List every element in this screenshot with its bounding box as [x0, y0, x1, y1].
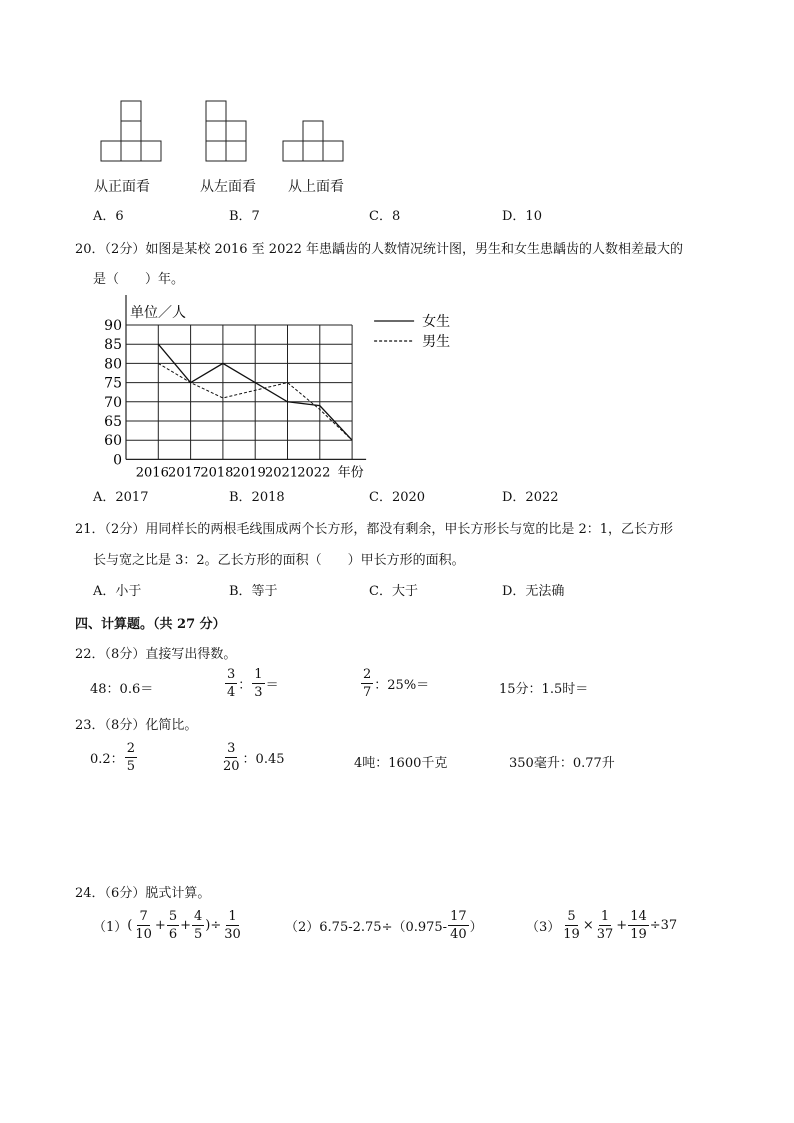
q24-p2-label: （2） — [285, 920, 320, 935]
denominator: 3 — [254, 685, 263, 700]
fraction — [361, 668, 373, 699]
close-paren-divide: )÷ — [205, 918, 222, 933]
denominator: 19 — [630, 927, 647, 942]
q21-stem-line2: 长与宽之比是 3：2。乙长方形的面积（ ）甲长方形的面积。 — [93, 553, 465, 568]
q24-problem-2 — [285, 910, 483, 941]
legend-label: 女生 — [422, 314, 451, 330]
q22-item-3-tail: ：25%＝ — [374, 678, 430, 693]
y-tick-label: 90 — [104, 318, 122, 334]
denominator: 5 — [194, 927, 203, 942]
q23-item-2-tail: ：0.45 — [242, 752, 285, 767]
x-tick-label: 2018 — [200, 465, 234, 481]
q22-title: 22．（8分）直接写出得数。 — [75, 647, 237, 662]
numerator: 2 — [363, 667, 372, 682]
q21-option-c[interactable]: C．大于 — [369, 584, 418, 599]
q24-p1-label: （1） — [93, 920, 128, 935]
numerator: 1 — [254, 667, 263, 682]
q19-option-b[interactable]: B．7 — [229, 209, 260, 224]
q20-option-c[interactable]: C．2020 — [369, 490, 426, 505]
denominator: 20 — [223, 759, 240, 774]
q24-problem-1 — [93, 910, 244, 941]
y-tick-label: 60 — [104, 433, 122, 450]
equals-sign: ＝ — [265, 678, 279, 693]
y-tick-label: 85 — [104, 337, 122, 354]
numerator: 7 — [139, 909, 148, 924]
q24-p2-tail: ） — [469, 920, 483, 935]
front-view-cell — [101, 141, 121, 161]
denominator: 37 — [596, 927, 614, 942]
view-label-top: 从上面看 — [288, 179, 344, 195]
q24-problem-3 — [526, 910, 677, 941]
front-view-cell — [121, 121, 141, 141]
q23-item-3 — [354, 752, 447, 771]
numerator: 3 — [227, 741, 236, 756]
fraction — [125, 742, 137, 773]
denominator: 5 — [126, 759, 135, 774]
denominator: 40 — [450, 927, 467, 942]
q23-item-1 — [90, 742, 138, 773]
x-tick-label: 2019 — [232, 465, 266, 481]
line-chart — [92, 290, 452, 485]
section-title: 四、计算题。（共 27 分） — [75, 617, 226, 632]
left-view-cell — [226, 141, 246, 161]
numerator: 14 — [630, 909, 647, 924]
fraction — [448, 910, 469, 941]
q23-title: 23．（8分）化简比。 — [75, 718, 198, 733]
q23-item-1-head: 0.2： — [90, 752, 124, 767]
top-view-cell — [323, 141, 343, 161]
fraction — [628, 910, 649, 941]
numerator: 3 — [227, 667, 236, 682]
view-label-front: 从正面看 — [94, 179, 150, 195]
q22-item-1 — [90, 678, 153, 697]
q22-item-3 — [360, 668, 429, 699]
plus-sign: + — [616, 918, 628, 933]
numerator: 4 — [194, 909, 203, 924]
x-tick-label: 2022 — [297, 465, 331, 481]
q19-option-c[interactable]: C．8 — [369, 209, 401, 224]
plus-sign: + — [154, 918, 166, 933]
plus-sign: + — [180, 918, 191, 933]
fraction — [133, 910, 154, 941]
numerator: 5 — [567, 909, 576, 924]
fraction — [225, 668, 237, 699]
fraction — [252, 668, 264, 699]
q19-option-a[interactable]: A．6 — [93, 209, 124, 224]
x-tick-label: 2017 — [168, 465, 202, 481]
times-sign: × — [582, 918, 594, 933]
q20-option-d[interactable]: D．2022 — [502, 490, 559, 505]
left-view-cell — [206, 141, 226, 161]
q22-item-2 — [224, 668, 279, 699]
q21-option-d[interactable]: D．无法确 — [502, 584, 565, 599]
numerator: 2 — [126, 741, 135, 756]
left-view-cell — [206, 121, 226, 141]
legend-label: 男生 — [422, 334, 451, 350]
q19-option-d[interactable]: D．10 — [502, 209, 542, 224]
top-view-cell — [303, 121, 323, 141]
q20-stem-line2: 是（ ）年。 — [93, 272, 185, 287]
denominator: 7 — [363, 685, 372, 700]
denominator: 6 — [168, 927, 178, 942]
front-view-cell — [121, 141, 141, 161]
top-view-cell — [283, 141, 303, 161]
numerator: 1 — [228, 909, 237, 924]
x-axis-label: 年份 — [337, 465, 364, 481]
denominator: 10 — [135, 927, 152, 942]
q24-p3-label: （3） — [526, 920, 561, 935]
q23-item-2 — [220, 742, 285, 773]
q23-item-3-text: 4吨：1600千克 — [354, 756, 448, 771]
q20-stem-line1: 20．（2分）如图是某校 2016 至 2022 年患龋齿的人数情况统计图，男生和女生患龋齿的人数相差最大的 — [75, 242, 684, 257]
ratio-sign: ： — [238, 678, 252, 693]
fraction — [192, 910, 204, 941]
numerator: 1 — [600, 909, 610, 924]
fraction — [222, 910, 243, 941]
front-view-cell — [141, 141, 161, 161]
q22-item-4 — [499, 678, 588, 697]
x-tick-label: 2016 — [135, 465, 169, 481]
y-tick-label: 0 — [113, 452, 122, 469]
fraction — [167, 910, 179, 941]
q21-option-b[interactable]: B．等于 — [229, 584, 278, 599]
y-axis-label: 单位／人 — [130, 305, 186, 321]
fraction — [221, 742, 242, 773]
y-tick-label: 70 — [104, 394, 122, 411]
q24-p3-tail: ÷37 — [649, 918, 678, 933]
numerator: 5 — [168, 909, 178, 924]
fraction — [561, 910, 582, 941]
q23-item-4 — [509, 752, 615, 771]
q20-option-b[interactable]: B．2018 — [229, 490, 285, 505]
q21-option-a[interactable]: A．小于 — [93, 584, 142, 599]
y-tick-label: 80 — [104, 356, 122, 373]
x-tick-label: 2021 — [264, 465, 299, 481]
front-view-cell — [121, 101, 141, 121]
q24-p2-head: 6.75-2.75÷（0.975- — [319, 920, 448, 935]
three-view-figures — [90, 95, 360, 165]
y-tick-label: 75 — [104, 375, 122, 392]
view-label-left: 从左面看 — [200, 179, 256, 195]
q22-item-1-text: 48：0.6＝ — [90, 682, 154, 697]
open-paren: ( — [127, 918, 133, 933]
y-tick-label: 65 — [104, 414, 122, 430]
left-view-cell — [226, 121, 246, 141]
q24-title: 24．（6分）脱式计算。 — [75, 886, 211, 901]
fraction — [595, 910, 616, 941]
q22-item-4-text: 15分：1.5时＝ — [499, 682, 589, 697]
left-view-cell — [206, 101, 226, 121]
top-view-cell — [303, 141, 323, 161]
q23-item-4-text: 350毫升：0.77升 — [509, 756, 615, 771]
denominator: 4 — [227, 685, 236, 700]
numerator: 17 — [450, 909, 467, 924]
denominator: 19 — [563, 927, 580, 942]
q21-stem-line1: 21．（2分）用同样长的两根毛线围成两个长方形，都没有剩余，甲长方形长与宽的比是 2：1，乙长方形 — [75, 522, 673, 537]
q20-option-a[interactable]: A．2017 — [93, 490, 149, 505]
denominator: 30 — [224, 927, 241, 942]
